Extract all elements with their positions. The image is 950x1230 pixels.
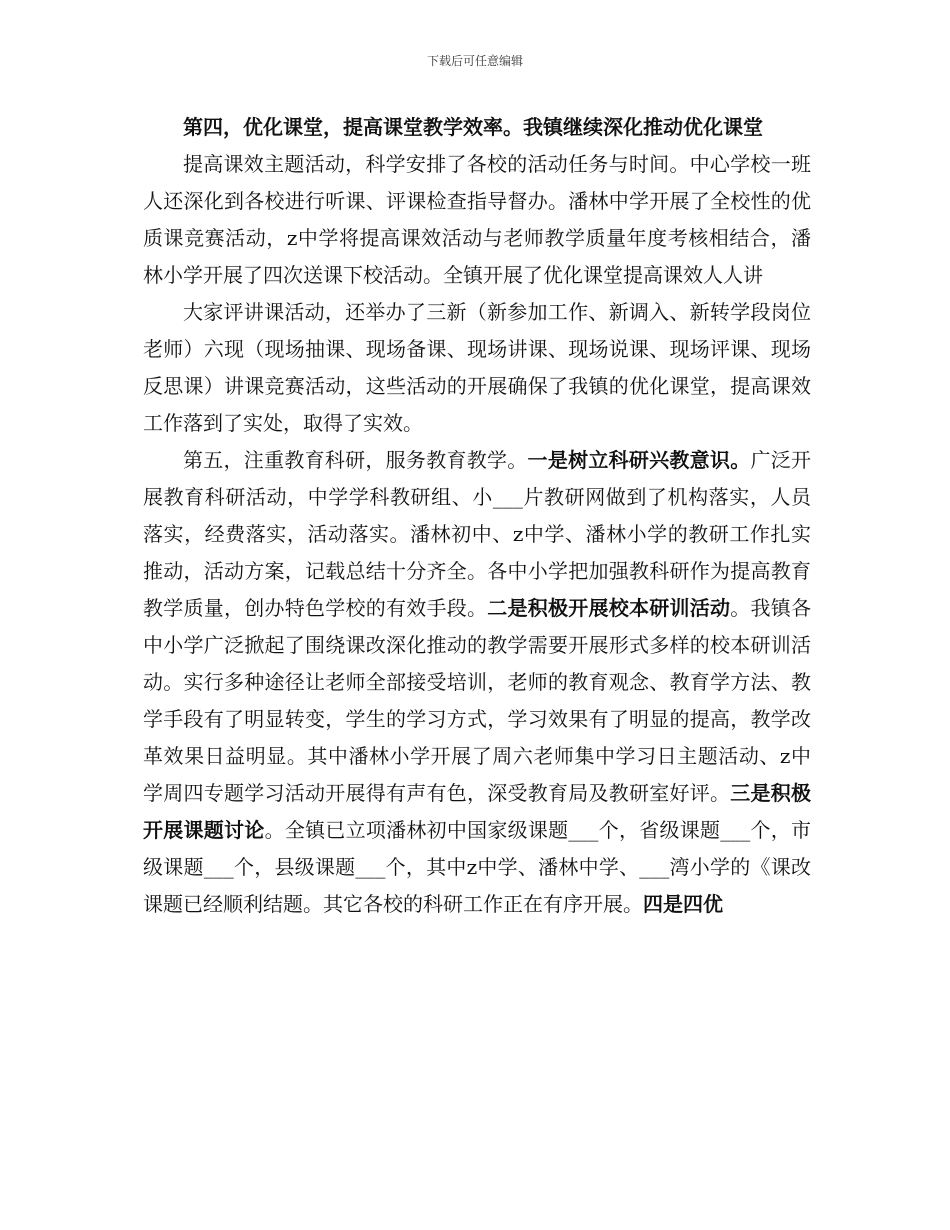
point-one-heading: 一是树立科研兴教意识。 [527, 448, 751, 472]
point-two-heading: 二是积极开展校本研训活动 [487, 596, 731, 620]
paragraph-teaching-competition: 大家评讲课活动，还举办了三新（新参加工作、新调入、新转学段岗位老师）六现（现场抽课、现场备课、现场讲课、现场说课、现场评课、现场反思课）讲课竞赛活动，这些活动的开展确保了我镇的优化课堂，提高课效工作落到了实处，取得了实效。 [143, 300, 811, 435]
page-header: 下载后可任意编辑 [426, 54, 523, 68]
point-three-text: 。全镇已立项潘林初中国家级课题___个，省级课题___个，市级课题___个，县级课题___个，其中z中学、潘林中学、___湾小学的《课改课题已经顺利结题。其它各校的科研工作正在有序开展。 [143, 818, 812, 916]
paragraph-section-five [143, 442, 811, 923]
paragraph-section-four-heading: 第四，优化课堂，提高课堂教学效率。我镇继续深化推动优化课堂 [183, 115, 763, 139]
point-three-heading: 三是积极开展课题讨论 [143, 781, 811, 842]
paragraph-lesson-activities: 提高课效主题活动，科学安排了各校的活动任务与时间。中心学校一班人还深化到各校进行听课、评课检查指导督办。潘林中学开展了全校性的优质课竞赛活动，z中学将提高课效活动与老师教学质量年度考核相结合，潘林小学开展了四次送课下校活动。全镇开展了优化课堂提高课效人人讲 [143, 152, 811, 287]
document-body [143, 109, 811, 923]
section-five-intro: 第五，注重教育科研，服务教育教学。 [183, 448, 528, 472]
point-four-heading: 四是四优 [643, 892, 723, 916]
point-one-text: 广泛开展教育科研活动，中学学科教研组、小___片教研网做到了机构落实，人员落实，经费落实，活动落实。潘林初中、z中学、潘林小学的教研工作扎实推动，活动方案，记载总结十分齐全。各中小学把加强教科研作为提高教育教学质量，创办特色学校的有效手段。 [143, 448, 812, 620]
point-two-text: 。我镇各中小学广泛掀起了围绕课改深化推动的教学需要开展形式多样的校本研训活动。实行多种途径让老师全部接受培训，老师的教育观念、教育学方法、教学手段有了明显转变，学生的学习方式，学习效果有了明显的提高，教学改革效果日益明显。其中潘林小学开展了周六老师集中学习日主题活动、z中学周四专题学习活动开展得有声有色，深受教育局及教研室好评。 [143, 596, 811, 805]
